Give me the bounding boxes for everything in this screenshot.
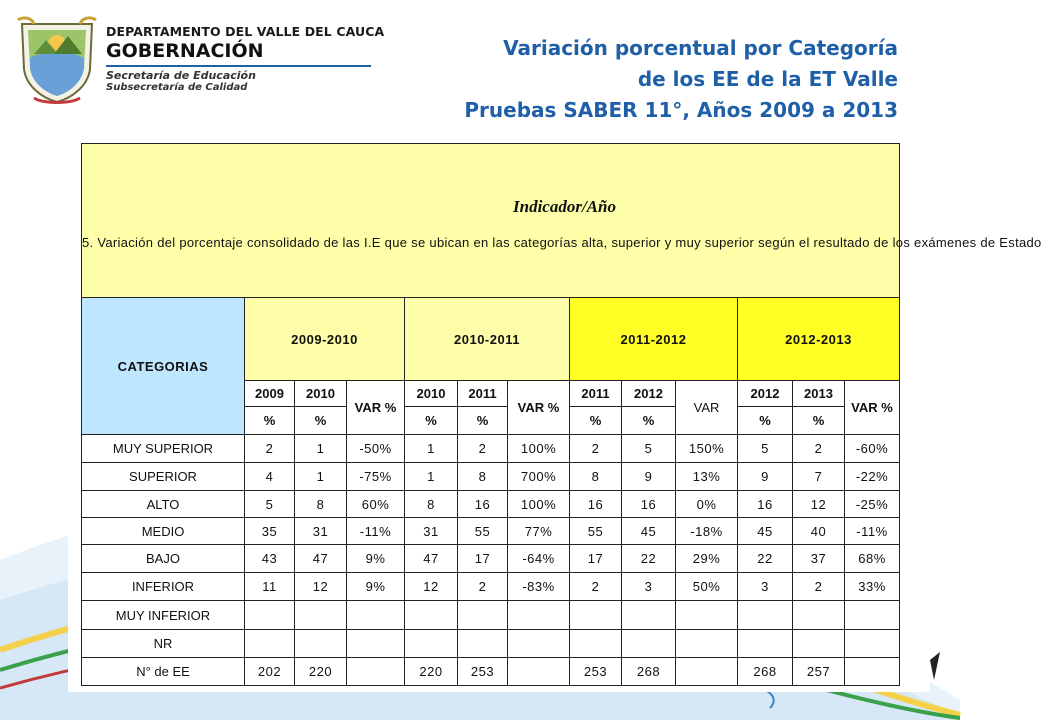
table-cell: 16 xyxy=(458,491,508,518)
table-cell: 9% xyxy=(347,545,405,573)
year-header: 2009 xyxy=(245,381,295,407)
table-cell xyxy=(738,630,793,658)
table-cell xyxy=(676,658,738,686)
table-cell: 2 xyxy=(570,435,622,463)
table-row xyxy=(82,601,900,630)
table-cell xyxy=(793,601,845,630)
coat-of-arms-logo xyxy=(14,14,100,104)
table-cell: -11% xyxy=(347,518,405,545)
table-cell: 29% xyxy=(676,545,738,573)
department-name: DEPARTAMENTO DEL VALLE DEL CAUCA xyxy=(106,24,385,39)
var-header: VAR % xyxy=(508,381,570,435)
table-cell: 5 xyxy=(245,491,295,518)
table-cell: 1 xyxy=(405,435,458,463)
table-cell: 8 xyxy=(570,463,622,491)
table-cell: 8 xyxy=(295,491,347,518)
percent-header: % xyxy=(570,407,622,435)
table-cell xyxy=(570,601,622,630)
table-cell: 0% xyxy=(676,491,738,518)
table-cell: 2 xyxy=(793,573,845,601)
title-line-3: Pruebas SABER 11°, Años 2009 a 2013 xyxy=(464,98,898,122)
table-cell xyxy=(676,601,738,630)
table-cell xyxy=(347,630,405,658)
var-header: VAR % xyxy=(845,381,900,435)
table-cell: 77% xyxy=(508,518,570,545)
table-image xyxy=(68,126,1042,692)
percent-header: % xyxy=(245,407,295,435)
organization-block xyxy=(106,24,385,93)
table-cell xyxy=(245,601,295,630)
indicator-description: 5. Variación del porcentaje consolidado de las I.E que se ubican en las categorías alta, superior y muy superior según el resultado de los exámenes de Estado xyxy=(82,234,1042,250)
table-cell: 37 xyxy=(793,545,845,573)
table-cell: 43 xyxy=(245,545,295,573)
header-divider xyxy=(106,65,371,67)
table-row xyxy=(82,435,900,463)
table-cell: 2 xyxy=(245,435,295,463)
table-cell: 2 xyxy=(793,435,845,463)
row-label: BAJO xyxy=(82,545,245,573)
percent-header: % xyxy=(793,407,845,435)
table-cell xyxy=(845,601,900,630)
table-cell: 7 xyxy=(793,463,845,491)
row-label: NR xyxy=(82,630,245,658)
table-cell: 5 xyxy=(738,435,793,463)
table-cell: -83% xyxy=(508,573,570,601)
var-header: VAR xyxy=(676,381,738,435)
table-cell xyxy=(508,658,570,686)
indicator-cell xyxy=(82,144,1042,298)
row-label: MUY INFERIOR xyxy=(82,601,245,630)
table-cell: 100% xyxy=(508,491,570,518)
period-header: 2012-2013 xyxy=(738,298,900,381)
percent-header: % xyxy=(295,407,347,435)
table-cell: 253 xyxy=(570,658,622,686)
table-cell: -64% xyxy=(508,545,570,573)
table-cell: 253 xyxy=(458,658,508,686)
year-header: 2010 xyxy=(295,381,347,407)
table-cell xyxy=(405,601,458,630)
table-cell: 3 xyxy=(622,573,676,601)
table-cell: 31 xyxy=(295,518,347,545)
table-cell: 4 xyxy=(245,463,295,491)
secretariat-name: Secretaría de Educación xyxy=(106,69,256,82)
year-header: 2011 xyxy=(458,381,508,407)
row-label: SUPERIOR xyxy=(82,463,245,491)
table-row xyxy=(82,545,900,573)
table-cell: 2 xyxy=(458,435,508,463)
slide-title xyxy=(464,33,898,126)
table-cell: 47 xyxy=(295,545,347,573)
table-cell xyxy=(347,601,405,630)
table-cell: 35 xyxy=(245,518,295,545)
table-row xyxy=(82,658,900,686)
table-cell: 45 xyxy=(738,518,793,545)
table-cell: 47 xyxy=(405,545,458,573)
categories-header: CATEGORIAS xyxy=(82,298,245,435)
table-cell: 5 xyxy=(622,435,676,463)
table-cell xyxy=(245,630,295,658)
table-cell: 9% xyxy=(347,573,405,601)
table-cell: 100% xyxy=(508,435,570,463)
table-cell: 45 xyxy=(622,518,676,545)
table-cell: 700% xyxy=(508,463,570,491)
table-cell xyxy=(508,601,570,630)
government-name: GOBERNACIÓN xyxy=(106,40,264,62)
indicator-title: Indicador/Año xyxy=(513,196,616,216)
year-header: 2013 xyxy=(793,381,845,407)
period-header: 2011-2012 xyxy=(570,298,738,381)
title-line-2: de los EE de la ET Valle xyxy=(637,67,898,91)
table-cell xyxy=(508,630,570,658)
table-cell: 31 xyxy=(405,518,458,545)
table-cell: 268 xyxy=(738,658,793,686)
table-cell: 12 xyxy=(405,573,458,601)
table-cell: 8 xyxy=(458,463,508,491)
table-cell: 1 xyxy=(295,463,347,491)
table-cell: 268 xyxy=(622,658,676,686)
table-cell: 68% xyxy=(845,545,900,573)
table-cell: -11% xyxy=(845,518,900,545)
subsecretariat-name: Subsecretaría de Calidad xyxy=(106,82,248,93)
table-cell: 55 xyxy=(570,518,622,545)
table-cell xyxy=(458,601,508,630)
table-cell: 2 xyxy=(570,573,622,601)
table-cell: 9 xyxy=(622,463,676,491)
table-cell xyxy=(676,630,738,658)
table-cell xyxy=(845,630,900,658)
table-cell: 40 xyxy=(793,518,845,545)
table-cell xyxy=(458,630,508,658)
table-cell: 8 xyxy=(405,491,458,518)
table-cell: 22 xyxy=(738,545,793,573)
table-cell: 220 xyxy=(405,658,458,686)
table-cell: 33% xyxy=(845,573,900,601)
var-header: VAR % xyxy=(347,381,405,435)
table-cell: 11 xyxy=(245,573,295,601)
table-cell xyxy=(295,630,347,658)
table-cell: 1 xyxy=(295,435,347,463)
table-cell xyxy=(738,601,793,630)
table-cell: 17 xyxy=(458,545,508,573)
table-cell xyxy=(570,630,622,658)
table-cell: -22% xyxy=(845,463,900,491)
table-cell: 12 xyxy=(793,491,845,518)
table-cell: 60% xyxy=(347,491,405,518)
year-header: 2010 xyxy=(405,381,458,407)
table-cell: -18% xyxy=(676,518,738,545)
table-cell: 16 xyxy=(738,491,793,518)
variation-table xyxy=(81,143,1042,686)
table-cell: -75% xyxy=(347,463,405,491)
table-cell: 55 xyxy=(458,518,508,545)
table-row xyxy=(82,518,900,545)
row-label: MUY SUPERIOR xyxy=(82,435,245,463)
percent-header: % xyxy=(405,407,458,435)
table-cell: 9 xyxy=(738,463,793,491)
row-label: INFERIOR xyxy=(82,573,245,601)
percent-header: % xyxy=(738,407,793,435)
table-cell: 17 xyxy=(570,545,622,573)
period-header: 2009-2010 xyxy=(245,298,405,381)
table-cell: 16 xyxy=(570,491,622,518)
percent-header: % xyxy=(458,407,508,435)
year-header: 2012 xyxy=(738,381,793,407)
table-cell xyxy=(845,658,900,686)
table-cell: 220 xyxy=(295,658,347,686)
table-row xyxy=(82,491,900,518)
table-cell: 16 xyxy=(622,491,676,518)
table-cell xyxy=(347,658,405,686)
table-cell: 50% xyxy=(676,573,738,601)
title-line-1: Variación porcentual por Categoría xyxy=(503,36,898,60)
table-cell: 2 xyxy=(458,573,508,601)
table-cell: -25% xyxy=(845,491,900,518)
table-cell xyxy=(622,601,676,630)
table-row xyxy=(82,630,900,658)
table-cell: -60% xyxy=(845,435,900,463)
table-row xyxy=(82,463,900,491)
table-cell: 1 xyxy=(405,463,458,491)
table-row xyxy=(82,573,900,601)
year-header: 2012 xyxy=(622,381,676,407)
table-cell xyxy=(793,630,845,658)
table-cell: 13% xyxy=(676,463,738,491)
table-cell: 150% xyxy=(676,435,738,463)
table-cell: 12 xyxy=(295,573,347,601)
year-header: 2011 xyxy=(570,381,622,407)
percent-header: % xyxy=(622,407,676,435)
table-cell: 202 xyxy=(245,658,295,686)
table-cell xyxy=(295,601,347,630)
table-cell: -50% xyxy=(347,435,405,463)
table-cell: 22 xyxy=(622,545,676,573)
table-cell xyxy=(405,630,458,658)
table-cell xyxy=(622,630,676,658)
row-label: N° de EE xyxy=(82,658,245,686)
row-label: MEDIO xyxy=(82,518,245,545)
period-header: 2010-2011 xyxy=(405,298,570,381)
row-label: ALTO xyxy=(82,491,245,518)
table-cell: 3 xyxy=(738,573,793,601)
table-cell: 257 xyxy=(793,658,845,686)
